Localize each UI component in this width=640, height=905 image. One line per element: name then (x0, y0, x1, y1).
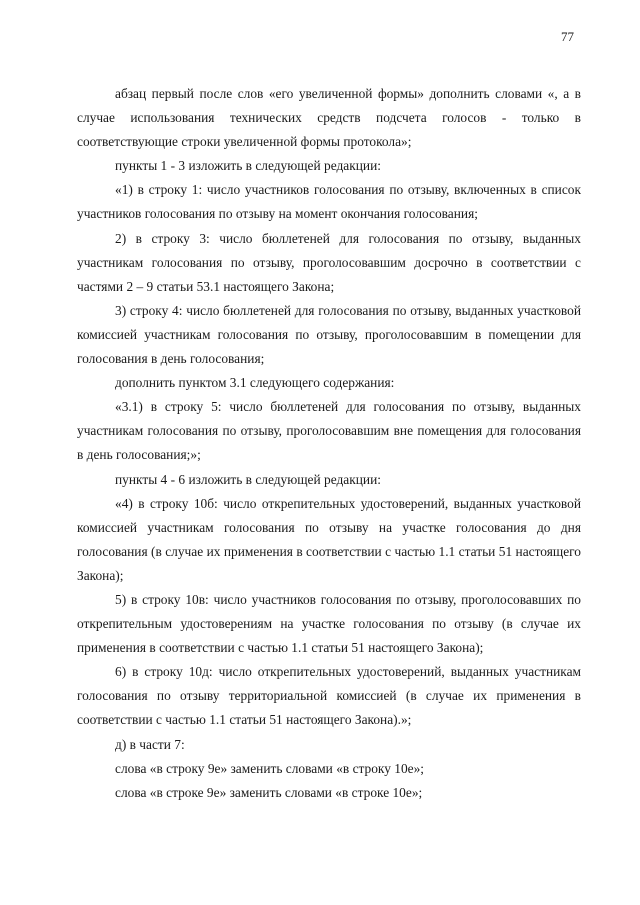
paragraph: 3) строку 4: число бюллетеней для голосования по отзыву, выданных участковой комиссией участникам голосования по отзыву, проголосовавшим в помещении для голосования в день голосования; (77, 302, 581, 367)
paragraph: пункты 1 - 3 изложить в следующей редакции: (115, 158, 381, 174)
paragraph: 2) в строку 3: число бюллетеней для голосования по отзыву, выданных участникам голосования по отзыву, проголосовавшим досрочно в соответствии с частями 2 – 9 статьи 53.1 настоящего Закона; (77, 230, 581, 294)
paragraph: «4) в строку 10б: число открепительных удостоверений, выданных участковой комиссией участникам голосования по отзыву на участке голосования до дня голосования (в случае их применения в соответствии с частью 1.1 статьи 51 настоящего Закона); (77, 495, 581, 583)
document-body (77, 82, 581, 805)
page-number: 77 (561, 29, 574, 44)
paragraph: дополнить пунктом 3.1 следующего содержания: (115, 375, 395, 391)
paragraph: «1) в строку 1: число участников голосования по отзыву, включенных в список участников голосования по отзыву на момент окончания голосования; (77, 182, 581, 222)
paragraph: 6) в строку 10д: число открепительных удостоверений, выданных участникам голосования по отзыву территориальной комиссией (в случае их применения в соответствии с частью 1.1 статьи 51 настоящего Закона).»; (77, 664, 581, 728)
paragraph: слова «в строке 9е» заменить словами «в строке 10е»; (115, 784, 423, 800)
paragraph: абзац первый после слов «его увеличенной формы» дополнить словами «, а в случае использования технических средств подсчета голосов - только в соответствующие строки увеличенной формы протокола»; (77, 86, 581, 150)
paragraph: «3.1) в строку 5: число бюллетеней для голосования по отзыву, выданных участникам голосования по отзыву, проголосовавшим вне помещения для голосования в день голосования;»; (77, 399, 581, 463)
paragraph: 5) в строку 10в: число участников голосования по отзыву, проголосовавших по открепительным удостоверениям на участке голосования по отзыву (в случае их применения в соответствии с частью 1.1 статьи 51 настоящего Закона); (77, 591, 581, 656)
paragraph: слова «в строку 9е» заменить словами «в строку 10е»; (115, 760, 425, 776)
paragraph: пункты 4 - 6 изложить в следующей редакции: (115, 471, 381, 487)
paragraph: д) в части 7: (115, 736, 185, 752)
